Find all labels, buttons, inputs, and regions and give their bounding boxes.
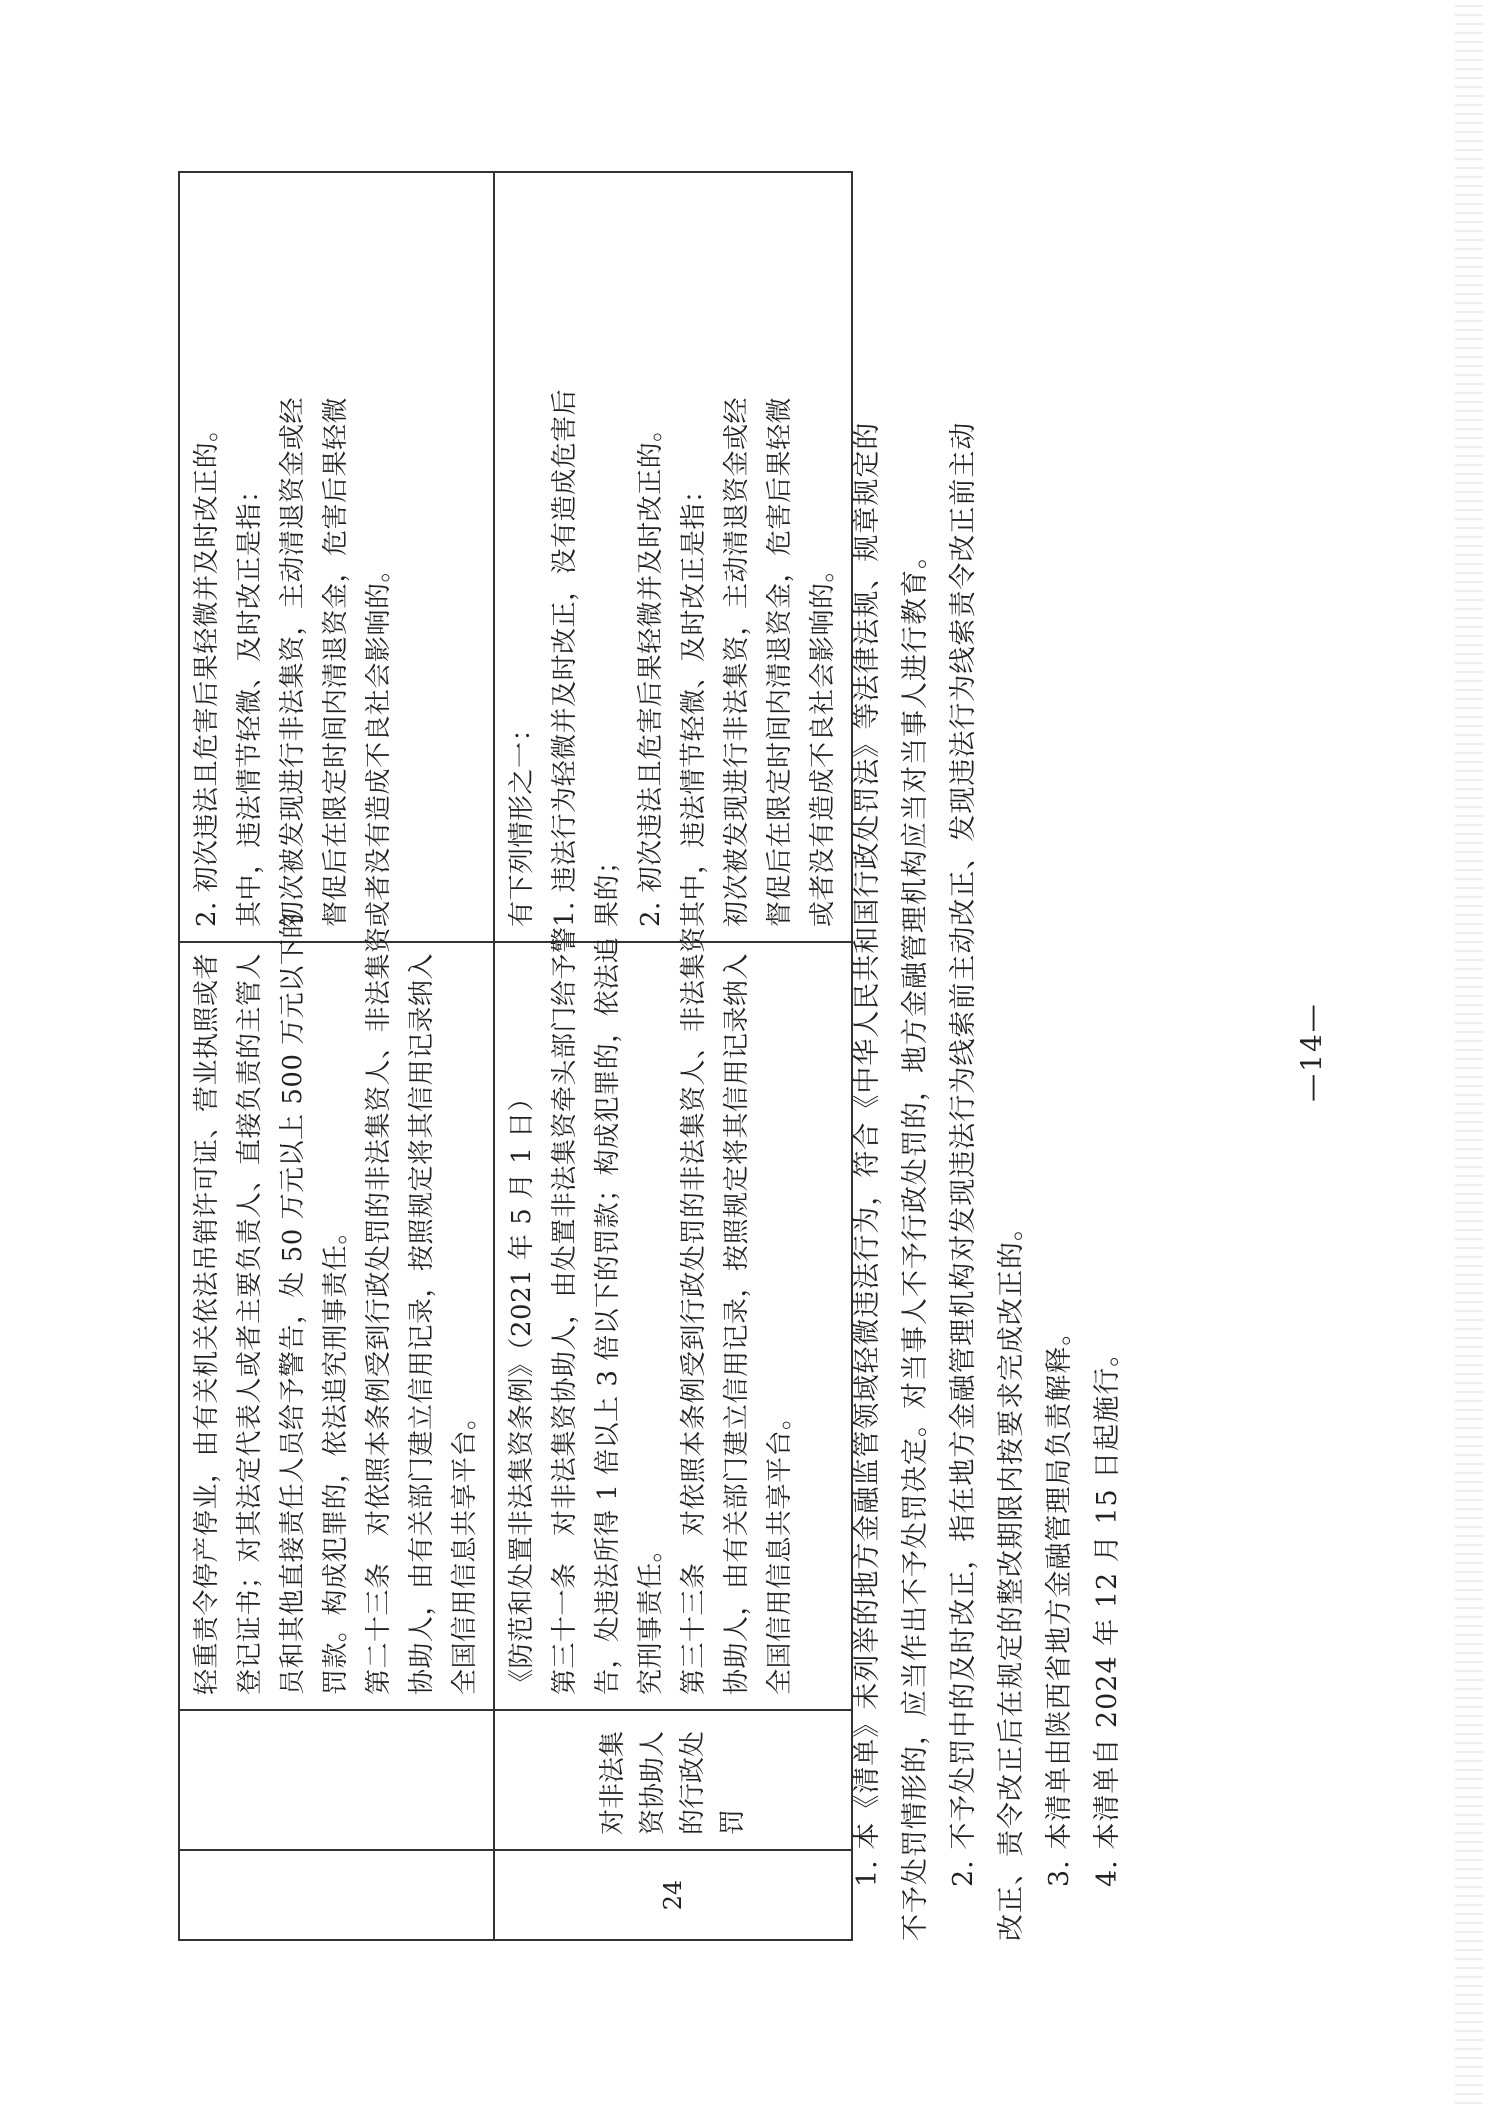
note-line: 3. 本清单由陕西省地方金融管理局负责解释。 — [1044, 1317, 1075, 1887]
text-line: 第二十三条 对依照本条例受到行政处罚的非法集资人、非法集资 — [364, 926, 394, 1695]
text-line: 第三十一条 对非法集资协助人，由处置非法集资牵头部门给予警 — [550, 926, 580, 1695]
exemption-condition-cell — [494, 172, 852, 942]
text-line: 第三十三条 对依照本条例受到行政处罚的非法集资人、非法集资 — [679, 926, 709, 1695]
text-line: 员和其他直接责任人员给予警告，处 50 万元以上 500 万元以下的 — [278, 912, 308, 1695]
row-number: 24 — [494, 1850, 852, 1940]
text-line: 登记证书；对其法定代表人或者主要负责人、直接负责的主管人 — [235, 952, 265, 1695]
row-item — [179, 1710, 494, 1850]
penalty-exemption-table — [178, 171, 853, 1941]
text-line: 2. 初次违法且危害后果轻微并及时改正的。 — [192, 415, 222, 927]
note-line: 改正、责令改正后在规定的整改期限内按要求完成改正的。 — [996, 1213, 1027, 1941]
text-line: 初次被发现进行非法集资，主动清退资金或经 — [278, 396, 308, 927]
row-item: 对非法集资协助人的行政处罚 — [494, 1710, 852, 1850]
text-line: 其中，违法情节轻微、及时改正是指： — [679, 476, 709, 927]
text-line: 轻重责令停产停业，由有关机关依法吊销许可证、营业执照或者 — [192, 952, 222, 1695]
table-row — [494, 172, 852, 1940]
legal-basis-cell — [179, 912, 494, 1710]
text-line: 或者没有造成不良社会影响的。 — [808, 555, 838, 927]
legal-basis-cell — [494, 926, 852, 1710]
note-line: 不予处罚情形的，应当作出不予处罚决定。对当事人不予行政处罚的，地方金融管理机构应当对当事人进行教育。 — [900, 541, 931, 1941]
text-line: 有下列情形之一： — [507, 714, 537, 927]
text-line: 全国信用信息共享平台。 — [765, 1403, 795, 1695]
text-line: 全国信用信息共享平台。 — [450, 1403, 480, 1695]
text-line: 果的； — [593, 847, 623, 927]
text-line: 2. 初次违法且危害后果轻微并及时改正的。 — [636, 415, 666, 927]
footnotes — [844, 151, 1132, 1941]
text-line: 督促后在限定时间内清退资金，危害后果轻微 — [765, 396, 795, 927]
text-line: 初次被发现进行非法集资，主动清退资金或经 — [722, 396, 752, 927]
note-line: 4. 本清单自 2024 年 12 月 15 日起施行。 — [1092, 1338, 1123, 1887]
text-line: 《防范和处置非法集资条例》（2021 年 5 月 1 日） — [507, 1084, 537, 1695]
note-line: 1. 本《清单》未列举的地方金融监管领域轻微违法行为，符合《中华人民共和国行政处罚法》等法律法规、规章规定的 — [852, 421, 883, 1887]
text-line: 协助人，由有关部门建立信用记录，按照规定将其信用记录纳入 — [407, 952, 437, 1695]
text-line: 其中，违法情节轻微、及时改正是指： — [235, 476, 265, 927]
text-line: 督促后在限定时间内清退资金，危害后果轻微 — [321, 396, 351, 927]
table-row — [179, 172, 494, 1940]
scan-edge-noise — [1455, 0, 1483, 2104]
row-number — [179, 1850, 494, 1940]
text-line: 1. 违法行为轻微并及时改正，没有造成危害后 — [550, 388, 580, 927]
text-line: 罚款。构成犯罪的，依法追究刑事责任。 — [321, 1217, 351, 1695]
text-line: 究刑事责任。 — [636, 1535, 666, 1695]
text-line: 协助人，由有关部门建立信用记录，按照规定将其信用记录纳入 — [722, 952, 752, 1695]
text-line: 或者没有造成不良社会影响的。 — [364, 555, 394, 927]
exemption-condition-cell — [179, 172, 494, 942]
note-line: 2. 不予处罚中的及时改正，指在地方金融管理机构对发现违法行为线索前主动改正、发现违法行为线索责令改正前主动 — [948, 421, 979, 1887]
text-line: 告，处违法所得 1 倍以上 3 倍以下的罚款；构成犯罪的，依法追 — [593, 936, 623, 1695]
page-number: —14— — [1295, 1002, 1328, 1102]
